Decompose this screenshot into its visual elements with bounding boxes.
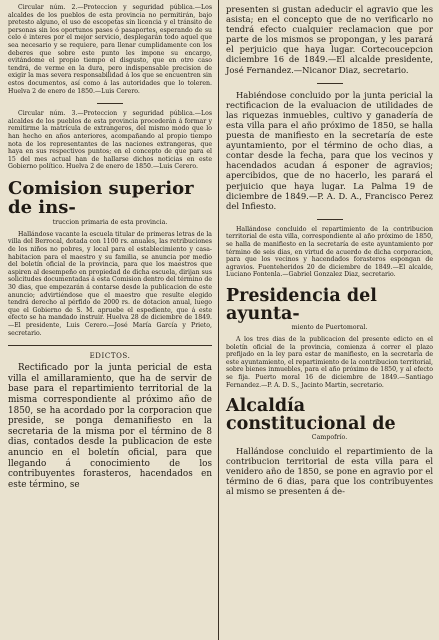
alcaldia-subtitle: Campofrío. — [311, 434, 348, 442]
top-notice: presenten si gustan adeducir el agravio que les asista; en el concepto que de no verificarlo no tendrá efecto cualquier reclamacion que por parte de los mismos se propongan, y les parará el perjuicio que haya lugar. Cortecoucepcion diciembre 16 de 1849.—El alcalde presidente, José Fernandez.—Nicanor Diaz, secretario. — [226, 4, 433, 75]
comision-subtitle: truccion primaria de esta provincia. — [52, 218, 168, 226]
alcaldia-title: Alcaldía constitucional de — [226, 396, 396, 435]
comision-body: Hallándose vacante la escuela titular de primeras letras de la villa del Berrocal, dotada con 1100 rs. anuales, las retribuciones de los niños no pobres, y local para el establecimiento y casa-habitacion para el maestro y su familia, se anuncia por medio del boletín oficial de la provincia, para que los maestros que aspiren al desempeño en propiedad de dicha escuela, dirijan sus solicitudes documentadas á esta Comision dentro del término de 30 dias, que empezarán á contarse desde la publicacion de este anuncio; advirtiéndose que el maestro que resulte elegido tendrá derecho al pérfido de 2000 rs. de dotacion anual, luego que el Gobierno de S. M. apruebe el espediente, que á este efecto se ha mandado instruir. Huelva 28 de diciembre de 1849.—El presidente, Luis Cerero.—José María García y Prieto, secretario. — [8, 230, 212, 337]
small-notice: Hallándose concluido el repartimiento de la contribucion territorial de esta villa, correspondiente al año próximo de 1850, se halla de manifiesto en la secretaría de este ayuntamiento por término de seis dias, en virtud de acuerdo de dicha corporacion, para que los vecinos y hacendados forasteros espongan de agravios. Fuenteheridos 20 de diciembre de 1849.—El alcalde, Luciano Fontenla.—Gabriel Gonzalez Diaz, secretario. — [226, 225, 433, 279]
comision-title: Comision superior de ins- — [8, 177, 194, 218]
section-divider — [8, 345, 212, 346]
circular-2: Circular núm. 2.—Proteccion y seguridad pública.—Los alcaldes de los pueblos de esta provincia no permitirán, bajo pretesto alguno, el uso de escopetas sin licencia y el tránsito de personas sin los oportunos pases ó pasaportes, esperando de su celo é interes por el mejor servicio, desplegarán todo aquel que sea necesario y se requiere, para llenar cumplidamente con los deberes que sobre este punto les impone su encargo, evitándome el propio tiempo el disgusto, que en otro caso tendrá, de verme en la dura, pero indispensable precision de exigir la mas severa responsabilidad á los que se encuentren sin estos documentos, así como á las autoridades que lo toleren. Huelva 2 de enero de 1850.—Luis Cerero. — [8, 4, 212, 95]
separator — [97, 103, 123, 104]
circular-3: Circular núm. 3.—Proteccion y seguridad pública.—Los alcaldes de los pueblos de esta provincia procederán á formar y remitirme la matrícula de extrangeros, del mismo modo que lo han hecho en años anteriores, acompañando al propio tiempo nota de los representantes de las naciones extrangeras, que haya en sus respectivos puntos; en el concepto de que para el 15 del mes actual han de hallarse dichos noticias en este Gobierno político. Huelva 2 de enero de 1850.—Luis Cerero. — [8, 110, 212, 171]
presidencia-body: A los tres dias de la publicacion del presente edicto en el boletín oficial de la provincia, comienza á correr el plazo prefijado en la ley para estar de manifiesto, en la secretaría de este ayuntamiento, el repartimiento de la contribucion territorial, sobre bienes inmuebles, para el año próximo de 1850, y al efecto se fija. Puerto moral 16 de diciembre de 1849.—Santiago Fernandez.—P. A. D. S., Jacinto Martin, secretario. — [226, 335, 433, 389]
presidencia-subtitle: miento de Puertomoral. — [291, 323, 368, 331]
alcaldia-body: Hallándose concluido el repartimiento de la contribucion territorial de esta villa para el venidero año de 1850, se pone en agravio por el término de 6 dias, para que los contribuyentes al mismo se presenten á de- — [226, 446, 433, 497]
edictos-heading: EDICTOS. — [89, 352, 131, 361]
separator — [317, 83, 343, 84]
edicto-body: Rectificado por la junta pericial de esta villa el amillaramiento, que ha de servir de base para el repartimiento territorial de la misma correspondiente al próximo año de 1850, se ha acordado por la corporacion que preside, se ponga demanifiesto en la secretaria de la misma por el término de 8 dias, contados desde la publicacion de este anuncio en el boletín oficial, para que llegando á conocimiento de los contribuyentes forasteros, hacendados en este término, se — [8, 363, 212, 490]
mid-notice: Habiéndose concluido por la junta pericial la rectificacion de la evaluacion de utilidades de las riquezas inmuebles, cultivo y ganadería de esta villa para el año próximo de 1850, se halla puesta de manifiesto en la secretaría de este ayuntamiento, por el término de ocho dias, a contar desde la fecha, para que los vecinos y hacendados acudan á esponer de agravios; apercibidos, que de no hacerlo, les parará el perjuicio que haya lugar. La Palma 19 de diciembre de 1849.—P. A. D. A., Francisco Perez del Infiesto. — [226, 89, 433, 211]
right-column — [226, 4, 433, 505]
presidencia-title: Presidencia del ayunta- — [226, 285, 377, 324]
left-column — [8, 4, 212, 498]
separator — [317, 219, 343, 220]
column-divider — [218, 0, 219, 640]
